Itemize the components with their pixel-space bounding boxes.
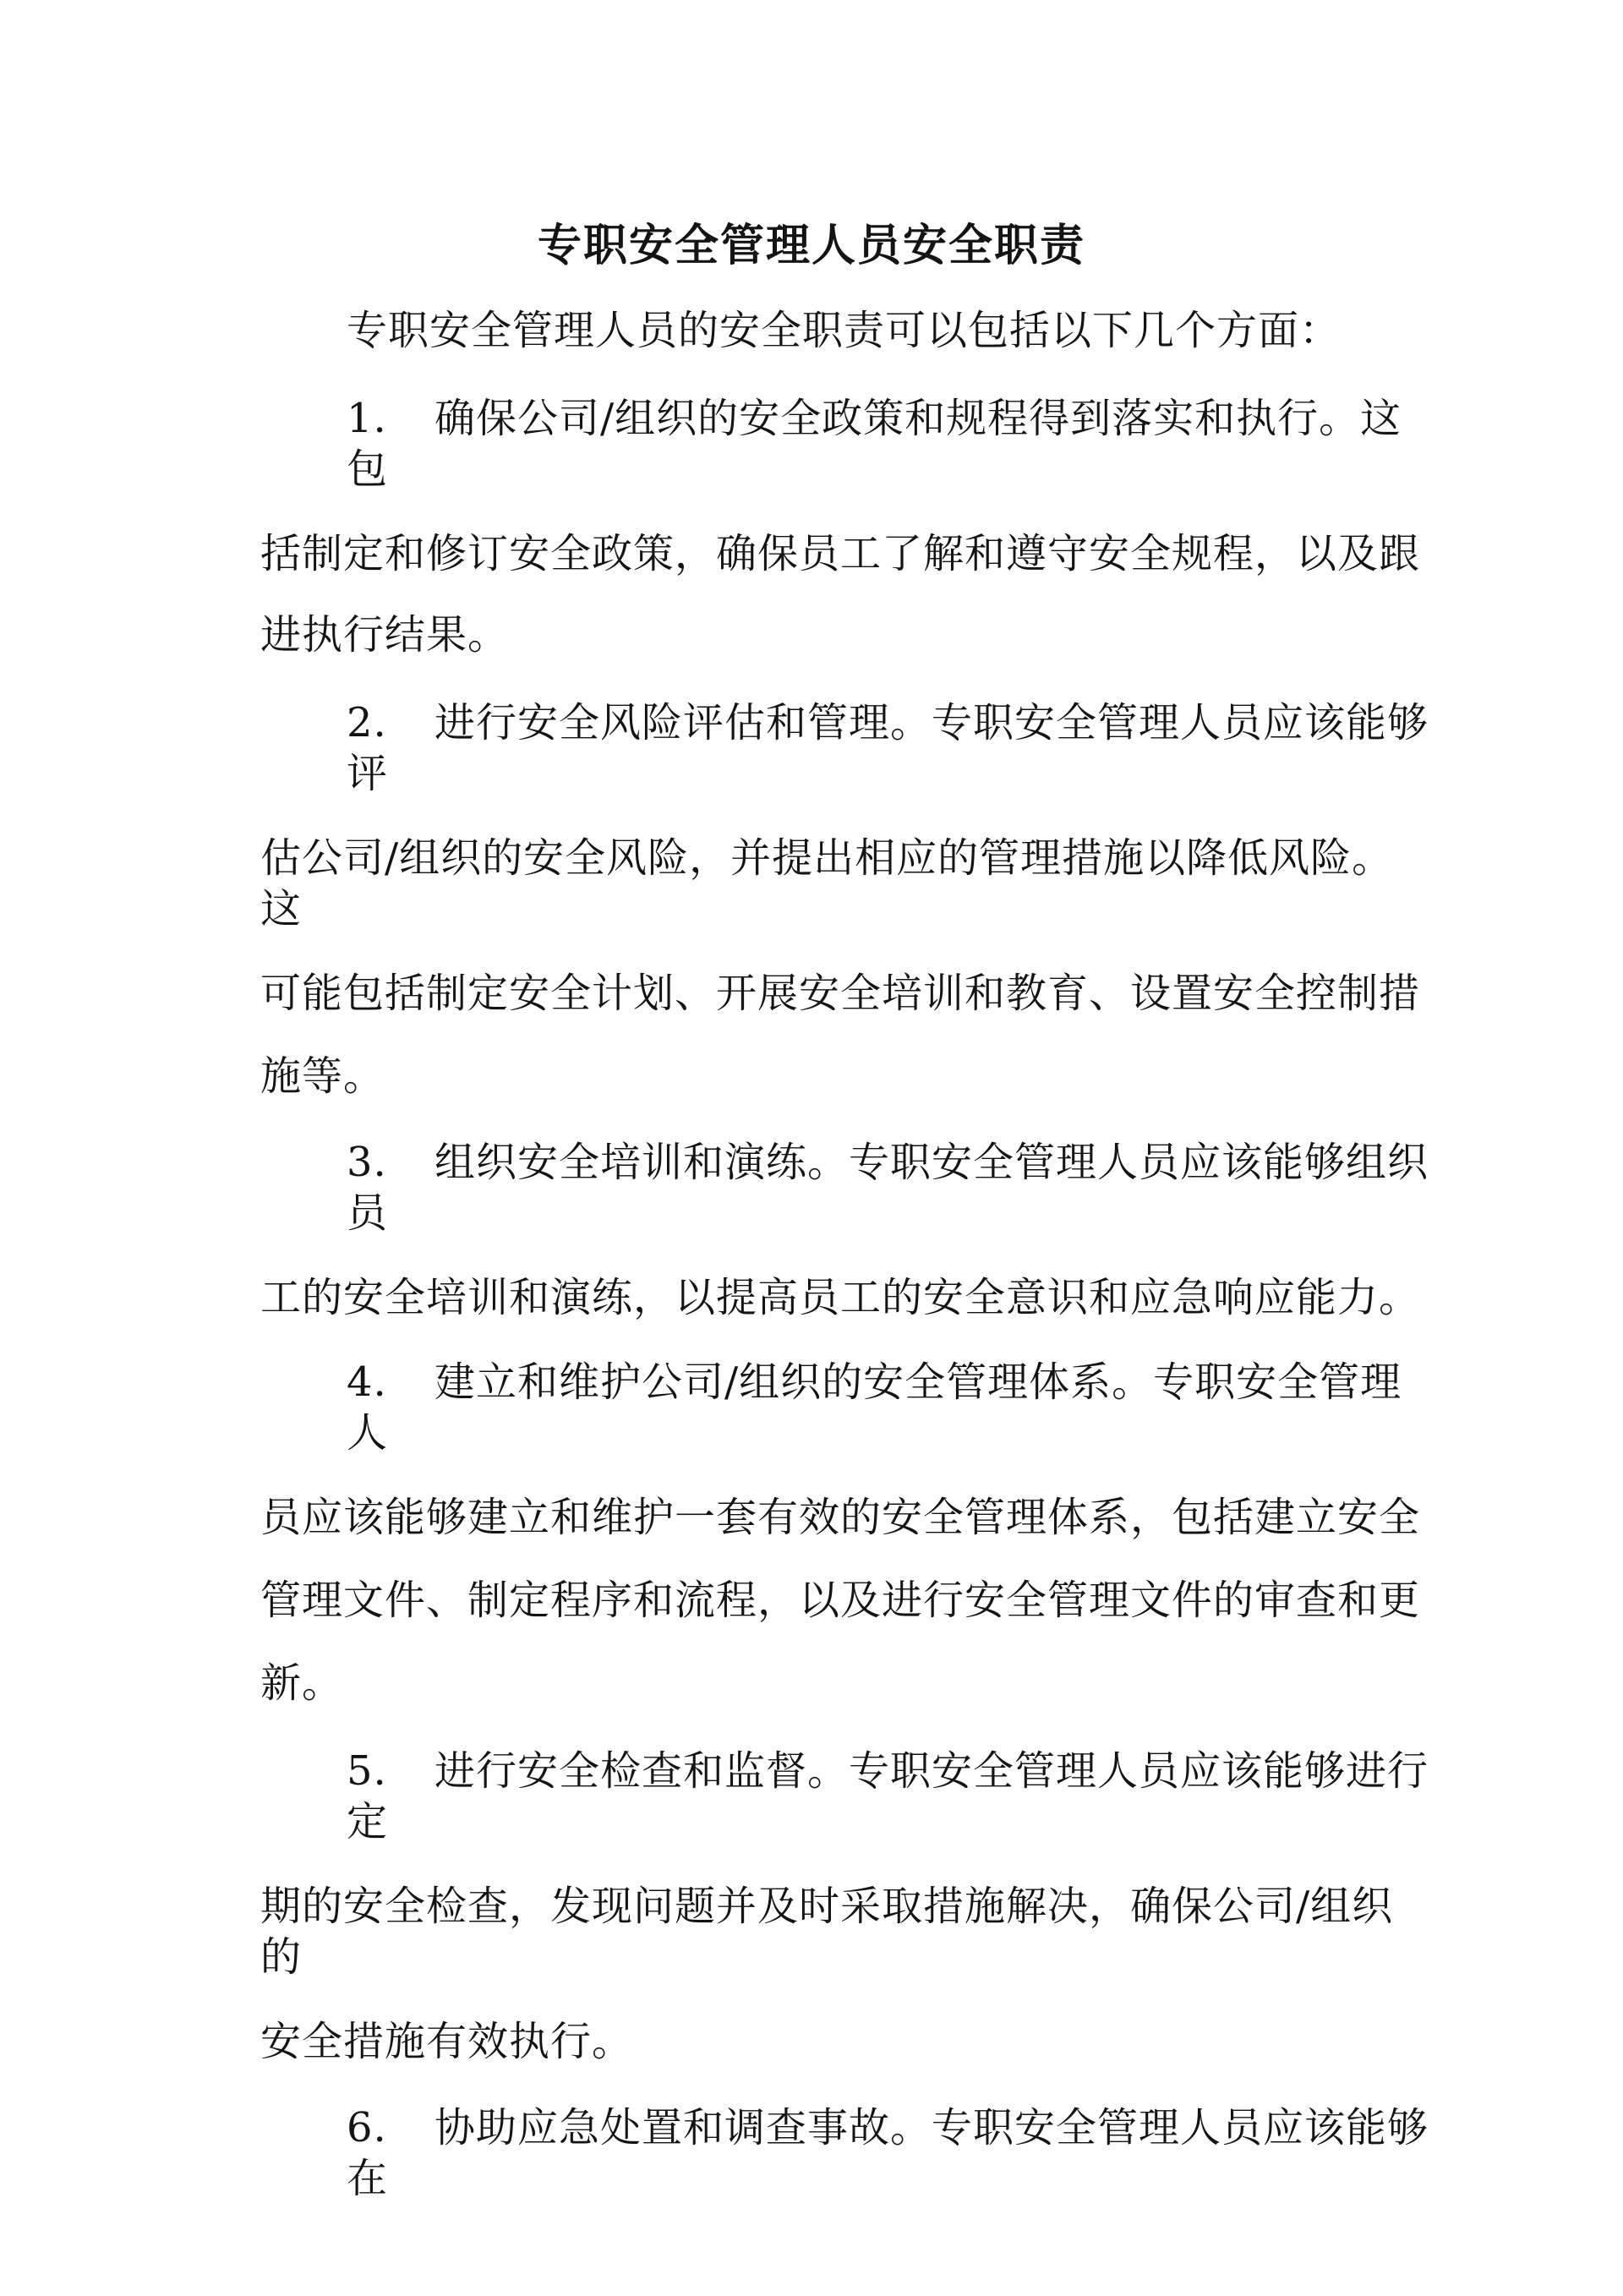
item-5-number: 5. [347,1747,387,1795]
item-4-first-line [347,1349,1402,1408]
item-3-number: 3. [347,1139,387,1186]
item-6-number: 6. [347,2104,387,2151]
item-1-body-line-1: 括制定和修订安全政策，确保员工了解和遵守安全规程，以及跟 [260,530,1421,577]
item-5-first-line [347,1738,1429,1796]
item-4-text: 建立和维护公司/组织的安全管理体系。专职安全管理 [434,1358,1402,1406]
item-1-first-line [347,385,1402,444]
item-6-text: 协助应急处置和调查事故。专职安全管理人员应该能够 [434,2104,1429,2151]
item-5-body-line-2: 的 [260,1933,303,1981]
item-1-number: 1. [347,395,387,442]
item-2-body-line-2: 这 [260,885,303,932]
item-6-wrap: 在 [347,2155,389,2202]
item-6-first-line [347,2095,1429,2153]
item-3-first-line [347,1129,1429,1188]
item-2-body-line-4: 施等。 [260,1052,385,1100]
item-2-body-line-1: 估公司/组织的安全风险，并提出相应的管理措施以降低风险。 [260,834,1394,882]
item-2-first-line [347,690,1429,748]
item-4-number: 4. [347,1358,387,1406]
item-1-body-line-2: 进执行结果。 [260,611,510,659]
intro-paragraph: 专职安全管理人员的安全职责可以包括以下几个方面： [347,307,1342,354]
item-2-wrap: 评 [347,750,389,797]
item-5-wrap: 定 [347,1798,389,1845]
item-4-wrap: 人 [347,1409,389,1457]
item-3-body-line-1: 工的安全培训和演练，以提高员工的安全意识和应急响应能力。 [260,1274,1421,1321]
item-2-text: 进行安全风险评估和管理。专职安全管理人员应该能够 [434,699,1429,746]
item-1-wrap: 包 [347,446,389,493]
item-5-body-line-3: 安全措施有效执行。 [260,2018,634,2065]
item-5-text: 进行安全检查和监督。专职安全管理人员应该能够进行 [434,1747,1429,1795]
item-2-body-line-3: 可能包括制定安全计划、开展安全培训和教育、设置安全控制措 [260,970,1421,1017]
document-title: 专职安全管理人员安全职责 [537,220,1085,271]
item-1-text: 确保公司/组织的安全政策和规程得到落实和执行。这 [434,395,1402,442]
item-4-body-line-3: 新。 [260,1659,344,1707]
item-3-wrap: 员 [347,1189,389,1237]
item-4-body-line-2: 管理文件、制定程序和流程，以及进行安全管理文件的审查和更 [260,1577,1421,1624]
item-3-text: 组织安全培训和演练。专职安全管理人员应该能够组织 [434,1139,1429,1186]
item-5-body-line-1: 期的安全检查，发现问题并及时采取措施解决，确保公司/组织 [260,1883,1394,1930]
item-4-body-line-1: 员应该能够建立和维护一套有效的安全管理体系，包括建立安全 [260,1494,1421,1541]
item-2-number: 2. [347,699,387,746]
